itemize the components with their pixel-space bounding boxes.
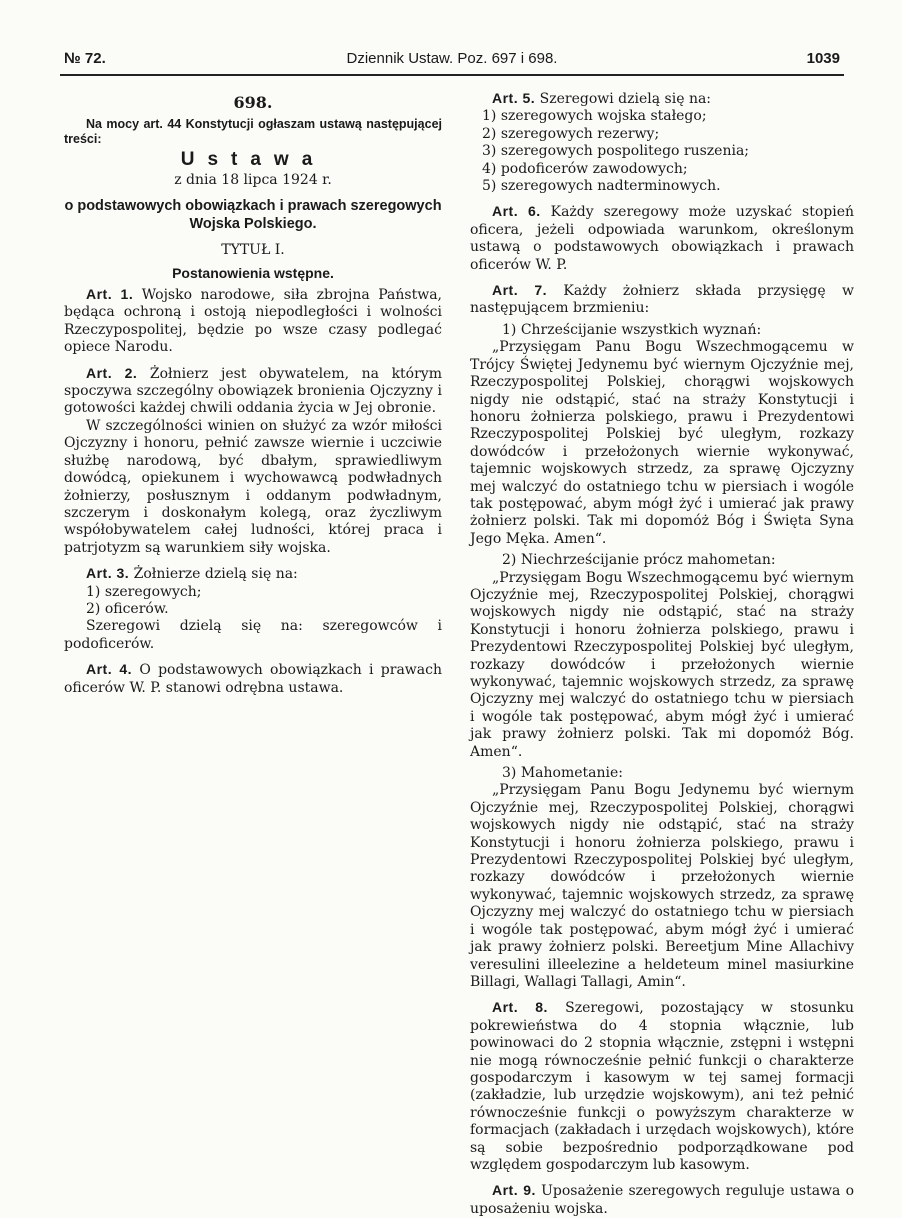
article-9 — [470, 1182, 854, 1218]
act-heading: Ustawa — [180, 149, 326, 171]
article-5-item: 1) szeregowych wojska stałego; — [482, 108, 707, 125]
article-6-text: Każdy szeregowy może uzyskać stopień oficera, jeżeli odpowiada warunkom, określonym ustawą o podstawowych obowiązkach i prawach oficerów W. P. — [470, 204, 854, 273]
oath-1-heading: 1) Chrześcijanie wszystkich wyznań: — [502, 321, 762, 338]
article-3 — [64, 565, 442, 583]
oath-2-heading: 2) Niechrześcijanie prócz mahometan: — [502, 552, 776, 569]
article-8-text: Szeregowi, pozostający w stosunku pokrewieństwa do 4 stopnia włącznie, lub powinowaci do 2 stopnia włącznie, zstępni i wstępni nie mogą równocześnie pełnić funkcji o charakterze gospodarczym i kasowym w tej samej formacji (zakładzie, lub urzędzie wojskowym), ani też pełnić równocześnie funkcji o powyższym charakterze w formacjach (zakładach i urzędach wojskowych), które są sobie bezpośrednio podporządkowane pod względem gospodarczym lub kasowym. — [470, 1000, 854, 1173]
article-6-label: Art. 6. — [492, 203, 541, 220]
article-7-label: Art. 7. — [492, 282, 548, 299]
article-3-label: Art. 3. — [86, 565, 130, 582]
article-5 — [470, 90, 854, 108]
article-1-text: Wojsko narodowe, siła zbrojna Państwa, będąca ochroną i ostoją niepodległości i wolności Rzeczypospolitej, będzie po wsze czasy podlegać opiece Narodu. — [64, 287, 442, 356]
oath-3-heading: 3) Mahometanie: — [502, 765, 623, 782]
oath-1-text: „Przysięgam Panu Bogu Wszechmogącemu w Trójcy Świętej Jedynemu być wiernym Ojczyźnie mej, Rzeczypospolitej Polskiej, chorągwi wojskowych nigdy nie odstąpić, stać na straży Konstytucji i honoru żołnierza polskiego, prawu i Prezydentowi Rzeczypospolitej Polskiej być uległym, rozkazy dowódców i przełożonych wiernie wykonywać, tajemnic wojskowych strzedz, za sprawę Ojczyzny mej walczyć do ostatniego tchu w piersiach i wogóle tak postępować, abym mógł żyć i umierać jak prawy żołnierz polski. Tak mi dopomóż Bóg i Święta Syna Jego Męka. Amen“. — [470, 339, 854, 547]
article-8-label: Art. 8. — [492, 999, 548, 1016]
issue-number: № 72. — [64, 50, 106, 67]
article-7-text: Każdy żołnierz składa przysięgę w następującem brzmieniu: — [470, 283, 854, 317]
position-number: 698. — [233, 93, 273, 112]
article-3-item: 2) oficerów. — [86, 600, 169, 617]
article-7 — [470, 282, 854, 318]
article-2-text: Żołnierz jest obywatelem, na którym spoczywa szczególny obowiązek bronienia Ojczyzny i gotowości każdej chwili oddania życia w Jej obronie. — [64, 365, 442, 417]
article-4-text: O podstawowych obowiązkach i prawach oficerów W. P. stanowi odrębna ustawa. — [64, 662, 442, 696]
journal-title: Dziennik Ustaw. Poz. 697 i 698. — [346, 50, 558, 67]
article-2 — [64, 365, 442, 418]
article-8 — [470, 999, 854, 1174]
article-5-item: 5) szeregowych nadterminowych. — [482, 178, 721, 195]
article-5-text: Szeregowi dzielą się na: — [539, 91, 712, 107]
article-5-item: 2) szeregowych rezerwy; — [482, 125, 660, 142]
article-2-paragraph-2: W szczególności winien on służyć za wzór miłości Ojczyzny i honoru, pełnić zawsze wiernie i uczciwie służbę narodową, być dbałym, sprawiedliwym dowódcą, opiekunem i wychowawcą podwładnych żołnierzy, posłusznym i oddanym podwładnym, szczerym i doskonałym kolegą, oraz życzliwym współobywatelem całej ludności, której praca i patrjotyzm są warunkiem siły wojska. — [64, 417, 442, 556]
article-1 — [64, 286, 442, 357]
page-header — [60, 48, 844, 76]
right-column — [470, 90, 854, 1218]
article-5-item: 4) podoficerów zawodowych; — [482, 160, 688, 177]
left-column — [64, 88, 442, 697]
article-9-label: Art. 9. — [492, 1182, 536, 1199]
act-date: z dnia 18 lipca 1924 r. — [174, 171, 332, 188]
title-heading: TYTUŁ I. — [221, 242, 285, 259]
article-1-label: Art. 1. — [86, 286, 134, 303]
oath-3-text: „Przysięgam Panu Bogu Jedynemu być wiernym Ojczyźnie mej, Rzeczypospolitej Polskiej, chorągwi wojskowych nigdy nie odstąpić, stać na straży Konstytucji i honoru żołnierza polskiego, prawu i Prezydentowi Rzeczypospolitej Polskiej być uległym, rozkazy dowódców i przełożonych wiernie wykonywać, tajemnic wojskowych strzedz, za sprawę Ojczyzny mej walczyć do ostatniego tchu w piersiach i wogóle tak postępować, abym mógł żyć i umierać jak prawy żołnierz polski. Bereetjum Mine Allachivy veresulini illeelezine a heldeteum minel masiurkine Billagi, Wallagi Tallagi, Amin“. — [470, 782, 854, 990]
article-3-paragraph-2: Szeregowi dzielą się na: szeregowców i podoficerów. — [64, 618, 442, 652]
section-heading: Postanowienia wstępne. — [172, 264, 334, 281]
article-2-label: Art. 2. — [86, 364, 138, 381]
oath-2-text: „Przysięgam Bogu Wszechmogącemu być wiernym Ojczyźnie mej, Rzeczypospolitej Polskiej, chorągwi wojskowych nigdy nie odstąpić, stać na straży Konstytucji i honoru żołnierza polskiego, prawu i Prezydentowi Rzeczypospolitej Polskiej być uległym, rozkazy dowódców i przełożonych wiernie wykonywać, tajemnic wojskowych strzedz, za sprawę Ojczyzny mej walczyć do ostatniego tchu w piersiach i wogóle tak postępować, abym mógł żyć i umierać jak prawy żołnierz polski. Tak mi dopomóż Bóg. Amen“. — [470, 569, 854, 760]
page-number: 1039 — [806, 50, 840, 67]
act-title: o podstawowych obowiązkach i prawach szeregowych Wojska Polskiego. — [64, 198, 442, 233]
article-6 — [470, 203, 854, 274]
promulgation-intro: Na mocy art. 44 Konstytucji ogłaszam ustawą następującej treści: — [64, 117, 442, 147]
article-9-text: Uposażenie szeregowych reguluje ustawa o uposażeniu wojska. — [470, 1183, 854, 1217]
article-4 — [64, 661, 442, 697]
article-4-label: Art. 4. — [86, 661, 133, 678]
article-3-item: 1) szeregowych; — [86, 583, 202, 600]
article-3-text: Żołnierze dzielą się na: — [133, 566, 298, 583]
article-5-label: Art. 5. — [492, 90, 536, 106]
article-5-item: 3) szeregowych pospolitego ruszenia; — [482, 143, 750, 160]
